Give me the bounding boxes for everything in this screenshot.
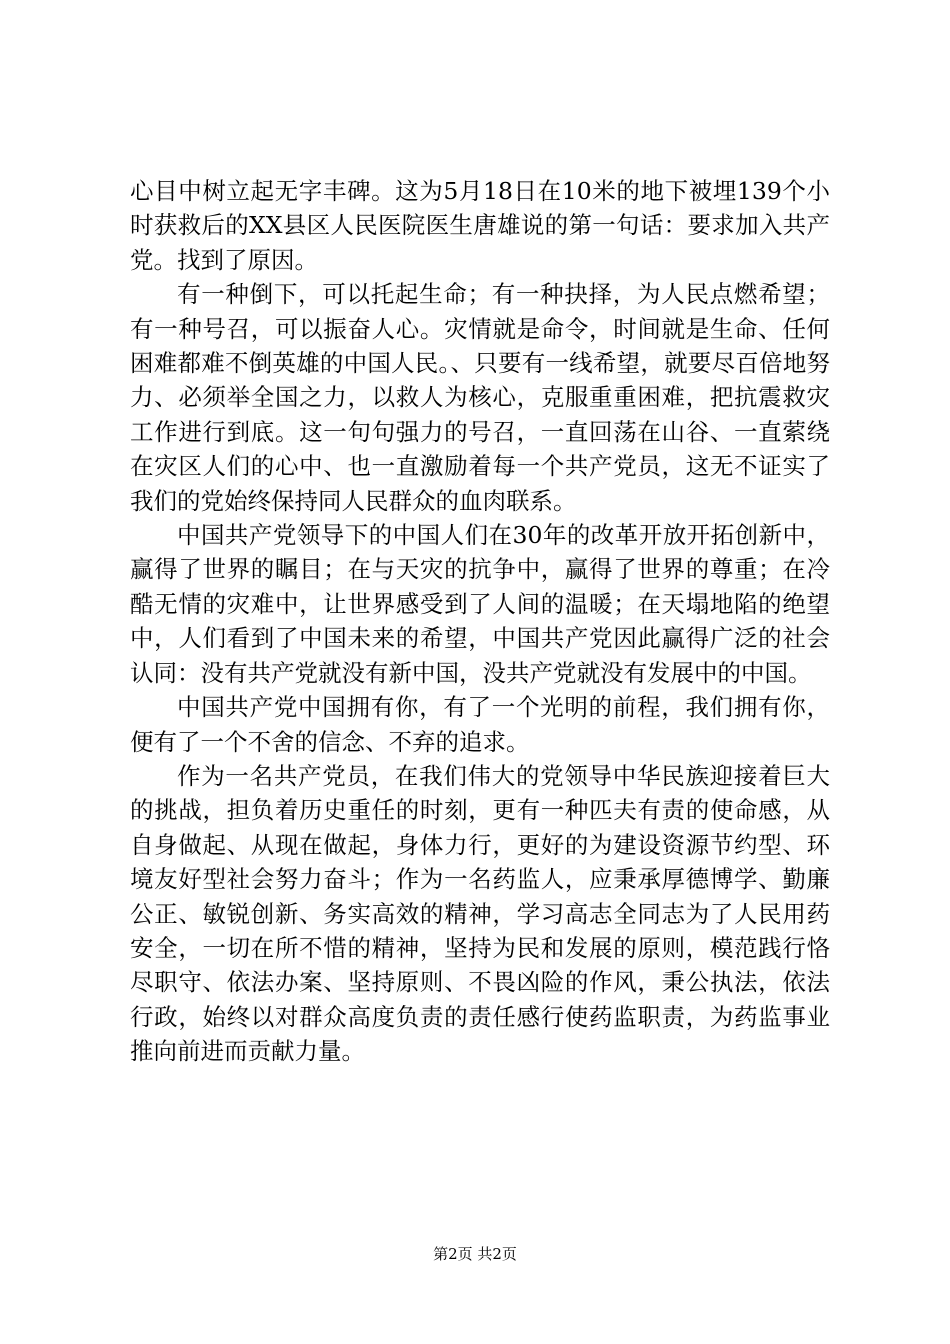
paragraph-5: 作为一名共产党员，在我们伟大的党领导中华民族迎接着巨大的挑战，担负着历史重任的时刻，更有一种匹夫有责的使命感，从自身做起、从现在做起，身体力行，更好的为建设资源节约型、环境友好型社会努力奋斗；作为一名药监人，应秉承厚德博学、勤廉公正、敏锐创新、务实高效的精神，学习高志全同志为了人民用药安全，一切在所不惜的精神，坚持为民和发展的原则，模范践行恪尽职守、依法办案、坚持原则、不畏凶险的作风，秉公执法，依法行政，始终以对群众高度负责的责任感行使药监职责，为药监事业推向前进而贡献力量。 bbox=[130, 761, 830, 1066]
page-number-footer: 第2页 共2页 bbox=[433, 1245, 517, 1263]
paragraph-1: 心目中树立起无字丰碑。这为5月18日在10米的地下被埋139个小时获救后的XX县区人民医院医生唐雄说的第一句话：要求加入共产党。找到了原因。 bbox=[130, 177, 830, 274]
paragraph-2: 有一种倒下，可以托起生命；有一种抉择，为人民点燃希望；有一种号召，可以振奋人心。灾情就是命令，时间就是生命、任何困难都难不倒英雄的中国人民。、只要有一线希望，就要尽百倍地努力、必须举全国之力，以救人为核心，克服重重困难，把抗震救灾工作进行到底。这一句句强力的号召，一直回荡在山谷、一直萦绕在灾区人们的心中、也一直激励着每一个共产党员，这无不证实了我们的党始终保持同人民群众的血肉联系。 bbox=[130, 280, 830, 515]
paragraph-4: 中国共产党中国拥有你，有了一个光明的前程，我们拥有你，便有了一个不舍的信念、不弃的追求。 bbox=[130, 693, 830, 756]
body-text bbox=[130, 174, 830, 1069]
paragraph-3: 中国共产党领导下的中国人们在30年的改革开放开拓创新中，赢得了世界的瞩目；在与天灾的抗争中，赢得了世界的尊重；在冷酷无情的灾难中，让世界感受到了人间的温暖；在天塌地陷的绝望中，人们看到了中国未来的希望，中国共产党因此赢得广泛的社会认同：没有共产党就没有新中国，没共产党就没有发展中的中国。 bbox=[130, 521, 830, 687]
